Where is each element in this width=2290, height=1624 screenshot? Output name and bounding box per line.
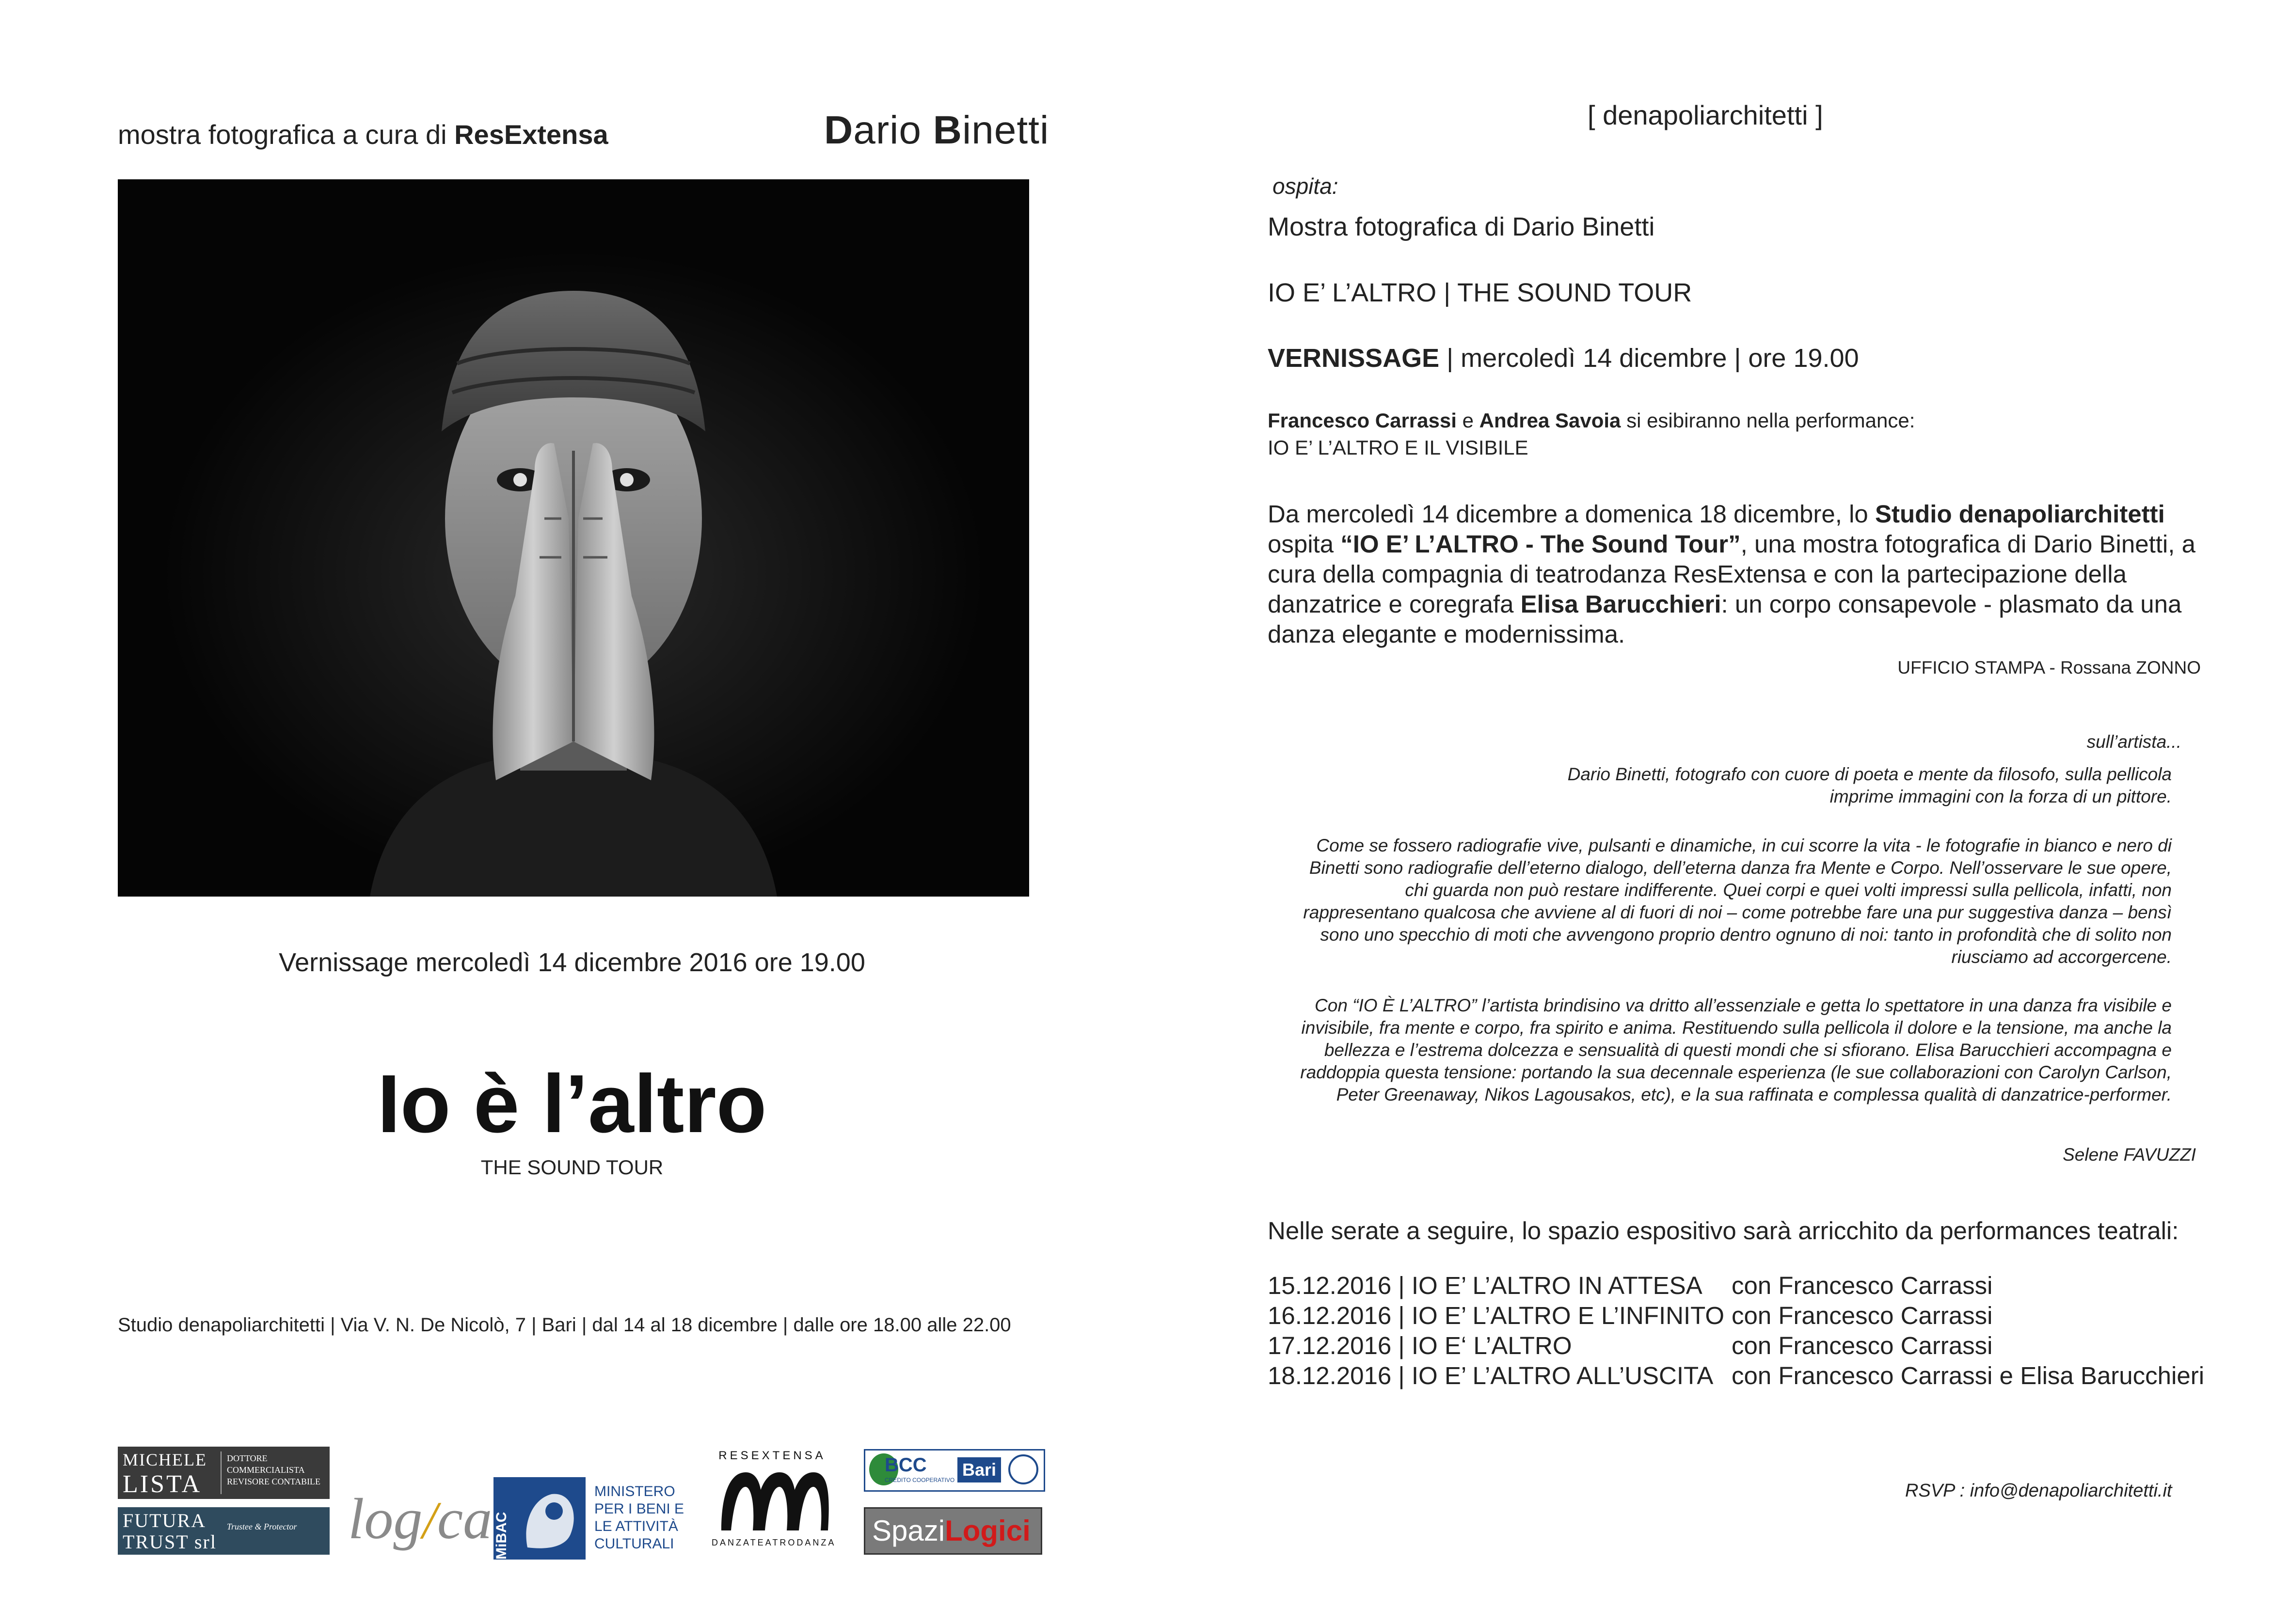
schedule-cast: con Francesco Carrassi e Elisa Barucchieri — [1732, 1362, 2205, 1389]
logici-text: Logici — [945, 1514, 1031, 1547]
perf-and: e — [1456, 409, 1479, 432]
schedule-cast: con Francesco Carrassi — [1732, 1332, 1993, 1359]
para-e: , una mostra fotografica di Dario Binetti, a cura della compagnia di teatrodanza ResExtensa e con la partecipazione della danzatrice e coregrafa — [1268, 530, 2195, 618]
critique-3: Con “IO È L’ALTRO” l’artista brindisino va dritto all’essenziale e getta lo spettatore in una danza fra visibile e invisibile, fra mente e corpo, fra spirito e anima. Restituendo sulla pellicola il dolore e la tensione, ma anche la bellezza e l’estrema dolcezza e sensualità di questi mondi che si sfiorano. Elisa Barucchieri accompagna e raddoppia questa tensione: portando la sua decennale esperienza (le sue collaborazioni con Carolyn Carlson, Peter Greenaway, Nikos Lagousakos, etc), e la sua raffinata e complessa qualità di danzatrice-performer. — [1300, 995, 2172, 1104]
para-f: Elisa Barucchieri — [1520, 590, 1721, 618]
bcc-city: Bari — [957, 1457, 1001, 1482]
studio-header: [ denapoliarchitetti ] — [1588, 100, 1823, 130]
critique-2: Come se fossero radiografie vive, pulsanti e dinamiche, in cui scorre la vita - le fotografie in bianco e nero di Binetti sono radiografie dell’eterno dialogo, dell’eterna danza fra Mente e Corpo. Nell’osservare le sue opere, chi guarda non può restare indifferente. Quei corpi e quei volti impressi sulla pellicola, infatti, non rappresentano qualcosa che avviene al di fuori di noi – come potrebbe fare una pur suggestiva danza – bensì sono uno specchio di moti che avvengono proprio dentro ognuno di noi: tanto in profondità che di solito non riusciamo ad accorgercene. — [1303, 836, 2172, 967]
vernissage-line — [1268, 343, 1859, 373]
resextensa-bottom: DANZATEATRODANZA — [712, 1538, 836, 1547]
performer-1: Francesco Carrassi — [1268, 409, 1457, 432]
schedule-row — [1268, 1271, 2204, 1301]
futura-line2: TRUST srl — [123, 1531, 217, 1553]
resextensa-logo — [712, 1449, 836, 1556]
vernissage-date: Vernissage mercoledì 14 dicembre 2016 ore 19.00 — [279, 948, 865, 977]
spazi-text: Spazi — [872, 1514, 945, 1547]
schedule-date: 15.12.2016 | IO E’ L’ALTRO IN ATTESA — [1268, 1272, 1702, 1299]
critique-1: Dario Binetti, fotografo con cuore di poeta e mente da filosofo, sulla pellicola imprime immagini con la forza di un pittore. — [1567, 764, 2172, 806]
schedule-date: 17.12.2016 | IO E‘ L’ALTRO — [1268, 1332, 1572, 1359]
curator-line — [118, 119, 608, 150]
exhibition-subtitle: THE SOUND TOUR — [480, 1156, 664, 1179]
para-a: Da mercoledì 14 dicembre a domenica 18 dicembre, lo — [1268, 500, 1875, 528]
logica-start: log — [348, 1486, 423, 1551]
schedule-date: 16.12.2016 | IO E’ L’ALTRO E L’INFINITO — [1268, 1302, 1725, 1329]
spazilogici-logo — [864, 1507, 1042, 1555]
mibac-line3: LE ATTIVITÀ — [594, 1518, 678, 1534]
portrait-photo — [118, 179, 1029, 897]
mibac-line1: MINISTERO — [594, 1483, 675, 1499]
schedule-row — [1268, 1361, 2204, 1391]
signature: Selene FAVUZZI — [2063, 1145, 2196, 1165]
ospita-label: ospita: — [1272, 173, 1338, 199]
mibac-tag: MiBAC — [493, 1512, 509, 1560]
mibac-line4: CULTURALI — [594, 1536, 674, 1552]
mibac-line2: PER I BENI E — [594, 1501, 684, 1517]
tour-line: IO E’ L’ALTRO | THE SOUND TOUR — [1268, 278, 1692, 307]
artist-name — [824, 108, 1049, 153]
resextensa-top: RESEXTENSA — [718, 1449, 826, 1462]
performance-title: IO E’ L’ALTRO E IL VISIBILE — [1268, 436, 1528, 459]
schedule-cast: con Francesco Carrassi — [1732, 1302, 1993, 1329]
artist-last-rest: inetti — [962, 108, 1050, 152]
performance-note — [1268, 407, 1915, 461]
futura-side: Trustee & Protector — [227, 1522, 297, 1531]
logica-logo: log/ca — [348, 1486, 493, 1551]
lista-line1: MICHELE — [123, 1450, 207, 1469]
lista-line2: LISTA — [123, 1470, 202, 1498]
artist-initial-b: B — [933, 108, 962, 152]
para-g: : un corpo consapevole - plasmato da una danza elegante e modernissima. — [1268, 590, 2182, 648]
curator-name: ResExtensa — [454, 119, 608, 150]
lista-side: DOTTORE COMMERCIALISTA REVISORE CONTABILE — [227, 1453, 321, 1486]
sull-artista: sull’artista... — [2086, 732, 2181, 752]
para-b: Studio denapoliarchitetti — [1875, 500, 2165, 528]
schedule-cast: con Francesco Carrassi — [1732, 1272, 1993, 1299]
vernissage-rest: | mercoledì 14 dicembre | ore 19.00 — [1439, 344, 1859, 373]
michele-lista-logo — [118, 1447, 330, 1499]
schedule-row — [1268, 1331, 2204, 1361]
mibac-logo — [493, 1477, 692, 1560]
serate-intro: Nelle serate a seguire, lo spazio espositivo sarà arricchito da performances teatrali: — [1268, 1217, 2179, 1245]
bcc-bari-logo — [864, 1449, 1045, 1492]
schedule-date: 18.12.2016 | IO E’ L’ALTRO ALL’USCITA — [1268, 1362, 1714, 1389]
artist-initial-d: D — [824, 108, 854, 152]
bcc-name: BCC — [885, 1454, 927, 1476]
exhibition-title: Io è l’altro — [377, 1058, 767, 1150]
para-c: ospita — [1268, 530, 1341, 558]
rsvp-email[interactable]: RSVP : info@denapoliarchitetti.it — [1905, 1481, 2172, 1501]
press-office: UFFICIO STAMPA - Rossana ZONNO — [1897, 658, 2201, 678]
venue-address: Studio denapoliarchitetti | Via V. N. De Nicolò, 7 | Bari | dal 14 al 18 dicembre | dalle ore 18.00 alle 22.00 — [118, 1314, 1011, 1336]
perf-rest: si esibiranno nella performance: — [1621, 409, 1915, 432]
curator-prefix: mostra fotografica a cura di — [118, 119, 447, 150]
bcc-sub: CREDITO COOPERATIVO — [885, 1477, 955, 1483]
futura-line1: FUTURA — [123, 1510, 207, 1531]
mostra-line: Mostra fotografica di Dario Binetti — [1268, 212, 1655, 241]
schedule-list — [1268, 1271, 2204, 1391]
intro-paragraph — [1268, 499, 2208, 649]
logica-end: ca — [437, 1486, 493, 1551]
vernissage-bold: VERNISSAGE — [1268, 344, 1440, 373]
futura-trust-logo — [118, 1507, 330, 1555]
performer-2: Andrea Savoia — [1479, 409, 1621, 432]
schedule-row — [1268, 1301, 2204, 1331]
para-d: “IO E’ L’ALTRO - The Sound Tour” — [1340, 530, 1741, 558]
artist-first-rest: ario — [853, 108, 922, 152]
